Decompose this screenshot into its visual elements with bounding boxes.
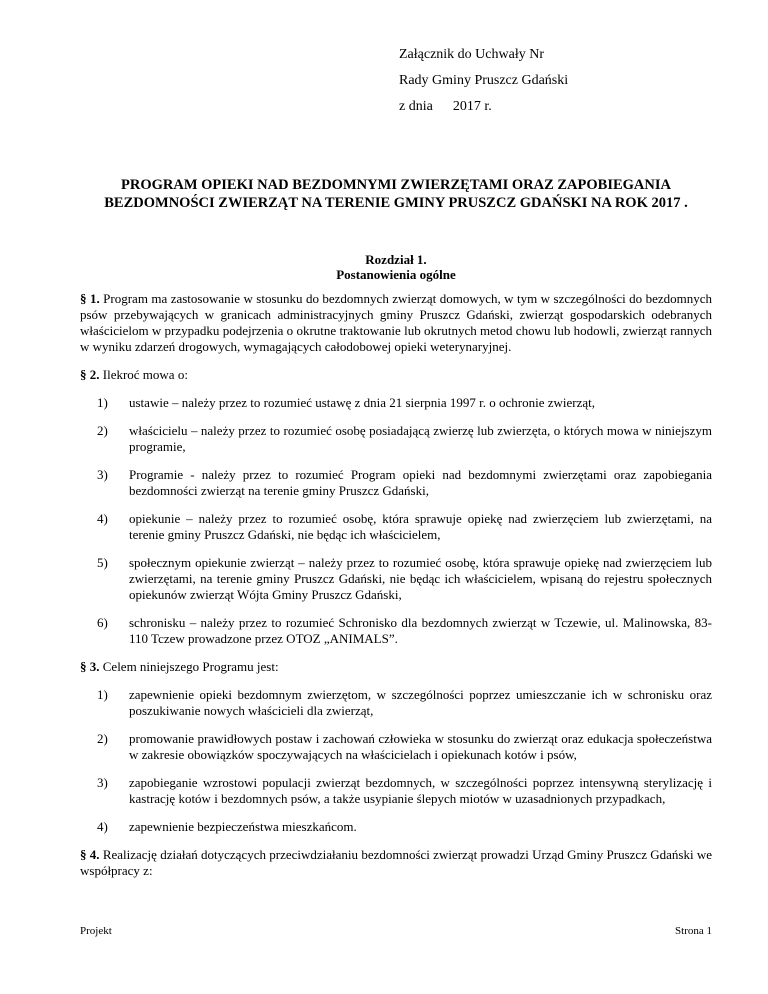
list-item [80, 511, 712, 543]
chapter-name: Postanowienia ogólne [336, 267, 456, 282]
list-item-number: 5) [97, 555, 108, 570]
list-item-number: 1) [97, 395, 108, 410]
list-item-number: 4) [97, 819, 108, 834]
list-item-text: ustawie – należy przez to rozumieć ustawę z dnia 21 sierpnia 1997 r. o ochronie zwierząt, [129, 395, 596, 410]
list-item-number: 6) [97, 615, 108, 630]
section-3-text: Celem niniejszego Programu jest: [102, 659, 279, 674]
section-3-list [80, 687, 712, 835]
section-2-mark: § 2. [80, 367, 100, 382]
section-2 [80, 367, 712, 383]
attachment-line-3 [399, 100, 568, 126]
section-3-mark: § 3. [80, 659, 100, 674]
list-item-number: 3) [97, 467, 108, 482]
page-number: Strona 1 [675, 925, 712, 937]
chapter-heading [80, 252, 712, 282]
list-item-number: 3) [97, 775, 108, 790]
list-item-text: właścicielu – należy przez to rozumieć osobę posiadającą zwierzę lub zwierzęta, o których mowa w niniejszym programie, [129, 423, 712, 454]
list-item-text: promowanie prawidłowych postaw i zachowań człowieka w stosunku do zwierząt oraz edukacja społeczeństwa w zakresie obowiązków spoczywających na właścicielach i opiekunach kotów i psów, [129, 731, 712, 762]
list-item [80, 819, 712, 835]
attachment-date-prefix: z dnia [399, 99, 433, 114]
section-2-text: Ilekroć mowa o: [102, 367, 188, 382]
list-item-number: 4) [97, 511, 108, 526]
section-4-text: Realizację działań dotyczących przeciwdziałaniu bezdomności zwierząt prowadzi Urząd Gminy Pruszcz Gdański we współpracy z: [80, 847, 713, 878]
list-item [80, 467, 712, 499]
section-2-list [80, 395, 712, 647]
list-item [80, 615, 712, 647]
list-item [80, 731, 712, 763]
attachment-header [399, 48, 568, 126]
list-item-number: 2) [97, 731, 108, 746]
section-4 [80, 847, 712, 879]
attachment-line-1: Załącznik do Uchwały Nr [399, 47, 544, 62]
section-3 [80, 659, 712, 675]
document-body [80, 291, 712, 891]
chapter-number: Rozdział 1. [365, 252, 427, 267]
list-item [80, 687, 712, 719]
list-item [80, 775, 712, 807]
list-item-text: Programie - należy przez to rozumieć Program opieki nad bezdomnymi zwierzętami oraz zapobiegania bezdomności zwierząt na terenie gminy Pruszcz Gdański, [129, 467, 712, 498]
list-item [80, 395, 712, 411]
list-item [80, 423, 712, 455]
section-1 [80, 291, 712, 355]
list-item-text: schronisku – należy przez to rozumieć Schronisko dla bezdomnych zwierząt w Tczewie, ul. Malinowska, 83-110 Tczew prowadzone przez OTOZ „ANIMALS”. [129, 615, 712, 646]
list-item-text: zapobieganie wzrostowi populacji zwierząt bezdomnych, w szczególności poprzez intensywną sterylizację i kastrację kotów i bezdomnych psów, a także usypianie ślepych miotów w uzasadnionych przypadkach, [129, 775, 712, 806]
document-title: PROGRAM OPIEKI NAD BEZDOMNYMI ZWIERZĘTAMI ORAZ ZAPOBIEGANIA BEZDOMNOŚCI ZWIERZĄT NA TERENIE GMINY PRUSZCZ GDAŃSKI NA ROK 2017 . [104, 177, 688, 211]
section-1-mark: § 1. [80, 291, 100, 306]
list-item-text: opiekunie – należy przez to rozumieć osobę, która sprawuje opiekę nad zwierzęciem lub zwierzętami, na terenie gminy Pruszcz Gdański, nie będąc ich właścicielem, [129, 511, 712, 542]
list-item-number: 1) [97, 687, 108, 702]
section-1-text: Program ma zastosowanie w stosunku do bezdomnych zwierząt domowych, w tym w szczególności do bezdomnych psów przebywających w granicach administracyjnych gminy Pruszcz Gdański, zwierząt gospodarskich odebranych właścicielom w przypadku podejrzenia o okrutne traktowanie lub okrutnych metod chowu lub hodowli, zwierząt rannych w wyniku zdarzeń drogowych, wymagających całodobowej opieki weterynaryjnej. [80, 291, 713, 354]
list-item-text: zapewnienie opieki bezdomnym zwierzętom, w szczególności poprzez umieszczanie ich w schronisku oraz poszukiwanie nowych właścicieli dla zwierząt, [129, 687, 712, 718]
list-item-text: społecznym opiekunie zwierząt – należy przez to rozumieć osobę, która sprawuje opiekę nad zwierzęciem lub zwierzętami, na terenie gminy Pruszcz Gdański, nie będąc ich właścicielem, wpisaną do rejestru społecznych opiekunów zwierząt Wójta Gminy Pruszcz Gdański, [129, 555, 712, 602]
list-item-text: zapewnienie bezpieczeństwa mieszkańcom. [129, 819, 357, 834]
footer-draft-label: Projekt [80, 925, 112, 937]
list-item-number: 2) [97, 423, 108, 438]
attachment-line-2: Rady Gminy Pruszcz Gdański [399, 73, 569, 88]
section-4-mark: § 4. [80, 847, 100, 862]
list-item [80, 555, 712, 603]
attachment-date-year: 2017 r. [452, 99, 492, 114]
